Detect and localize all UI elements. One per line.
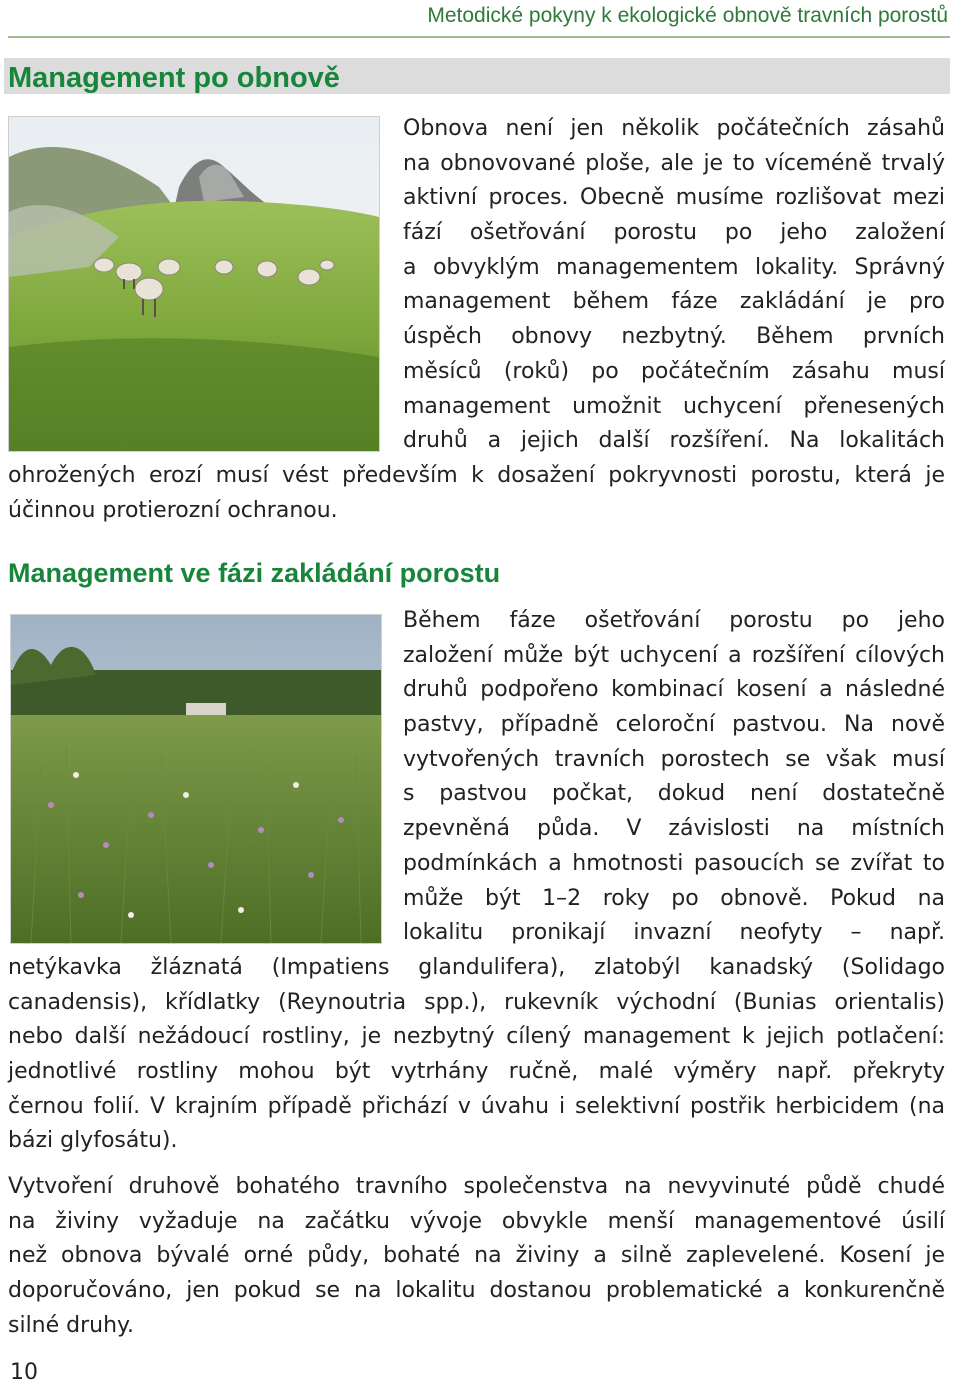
- page-number: 10: [10, 1360, 38, 1385]
- paragraph-line: druhů a jejich další rozšíření. Na lokalitách: [403, 428, 945, 454]
- paragraph-line: a obvyklým managementem lokality. Správný: [403, 254, 945, 280]
- paragraph-line: druhů podpořeno kombinací kosení a následné: [403, 677, 945, 703]
- paragraph-line: černou folií. V krajním případě přichází v úvahu i selektivní postřik herbicidem (na: [8, 1093, 945, 1119]
- paragraph-line: měsíců (roků) po počátečním zásahu musí: [403, 358, 945, 384]
- paragraph-line: Vytvoření druhově bohatého travního společenstva na nevyvinuté půdě chudé: [8, 1174, 945, 1199]
- paragraph-line: podmínkách a hmotnosti pasoucích se zvířat to: [403, 850, 945, 876]
- paragraph-line: na živiny vyžaduje na začátku vývoje obvykle menší managementové úsilí: [8, 1208, 945, 1234]
- header-rule: [8, 36, 950, 38]
- paragraph-line: jednotlivé rostliny mohou být vytrhány ručně, malé výměry např. překryty: [8, 1058, 945, 1084]
- paragraph-line: management během fáze zakládání je pro: [403, 289, 945, 315]
- paragraph-2: [8, 604, 945, 1159]
- paragraph-line: nebo další nežádoucí rostliny, je nezbytný cílený management k jejich potlačení:: [8, 1024, 945, 1050]
- paragraph-line: ohrožených erozí musí vést především k dosažení pokryvnosti porostu, která je: [8, 462, 945, 488]
- paragraph-line: aktivní proces. Obecně musíme rozlišovat mezi: [403, 185, 945, 211]
- running-header: Metodické pokyny k ekologické obnově travních porostů: [427, 4, 948, 27]
- paragraph-3: [8, 1170, 945, 1343]
- paragraph-line: bázi glyfosátu).: [8, 1128, 178, 1154]
- paragraph-1: [8, 112, 945, 528]
- subsection-title: Management ve fázi zakládání porostu: [8, 558, 501, 588]
- paragraph-line: Během fáze ošetřování porostu po jeho: [403, 608, 945, 633]
- section-title: Management po obnově: [8, 62, 340, 94]
- paragraph-line: fází ošetřování porostu po jeho založení: [403, 220, 945, 246]
- paragraph-line: doporučováno, jen pokud se na lokalitu dostanou problematické a konkurenčně: [8, 1278, 945, 1304]
- paragraph-line: může být 1–2 roky po obnově. Pokud na: [403, 885, 945, 911]
- paragraph-line: lokalitu pronikají invazní neofyty – např.: [403, 920, 945, 946]
- paragraph-line: na obnovované ploše, ale je to víceméně trvalý: [403, 150, 945, 176]
- paragraph-line: vytvořených travních porostech se však musí: [403, 746, 945, 772]
- paragraph-line: úspěch obnovy nezbytný. Během prvních: [403, 324, 945, 350]
- paragraph-line: s pastvou počkat, dokud není dostatečně: [403, 781, 945, 807]
- paragraph-line: netýkavka žláznatá (Impatiens glandulifera), zlatobýl kanadský (Solidago: [8, 954, 945, 980]
- paragraph-line: silné druhy.: [8, 1312, 134, 1338]
- paragraph-line: založení může být uchycení a rozšíření cílových: [403, 642, 945, 668]
- paragraph-line: pastvy, případně celoroční pastvou. Na nově: [403, 712, 945, 738]
- paragraph-line: Obnova není jen několik počátečních zásahů: [403, 116, 945, 141]
- paragraph-line: canadensis), křídlatky (Reynoutria spp.), rukevník východní (Bunias orientalis): [8, 989, 945, 1015]
- paragraph-line: účinnou protierozní ochranou.: [8, 497, 338, 523]
- paragraph-line: než obnova bývalé orné půdy, bohaté na živiny a silně zaplevelené. Kosení je: [8, 1243, 945, 1269]
- paragraph-line: zpevněná půda. V závislosti na místních: [403, 816, 945, 842]
- paragraph-line: management umožnit uchycení přenesených: [403, 393, 945, 419]
